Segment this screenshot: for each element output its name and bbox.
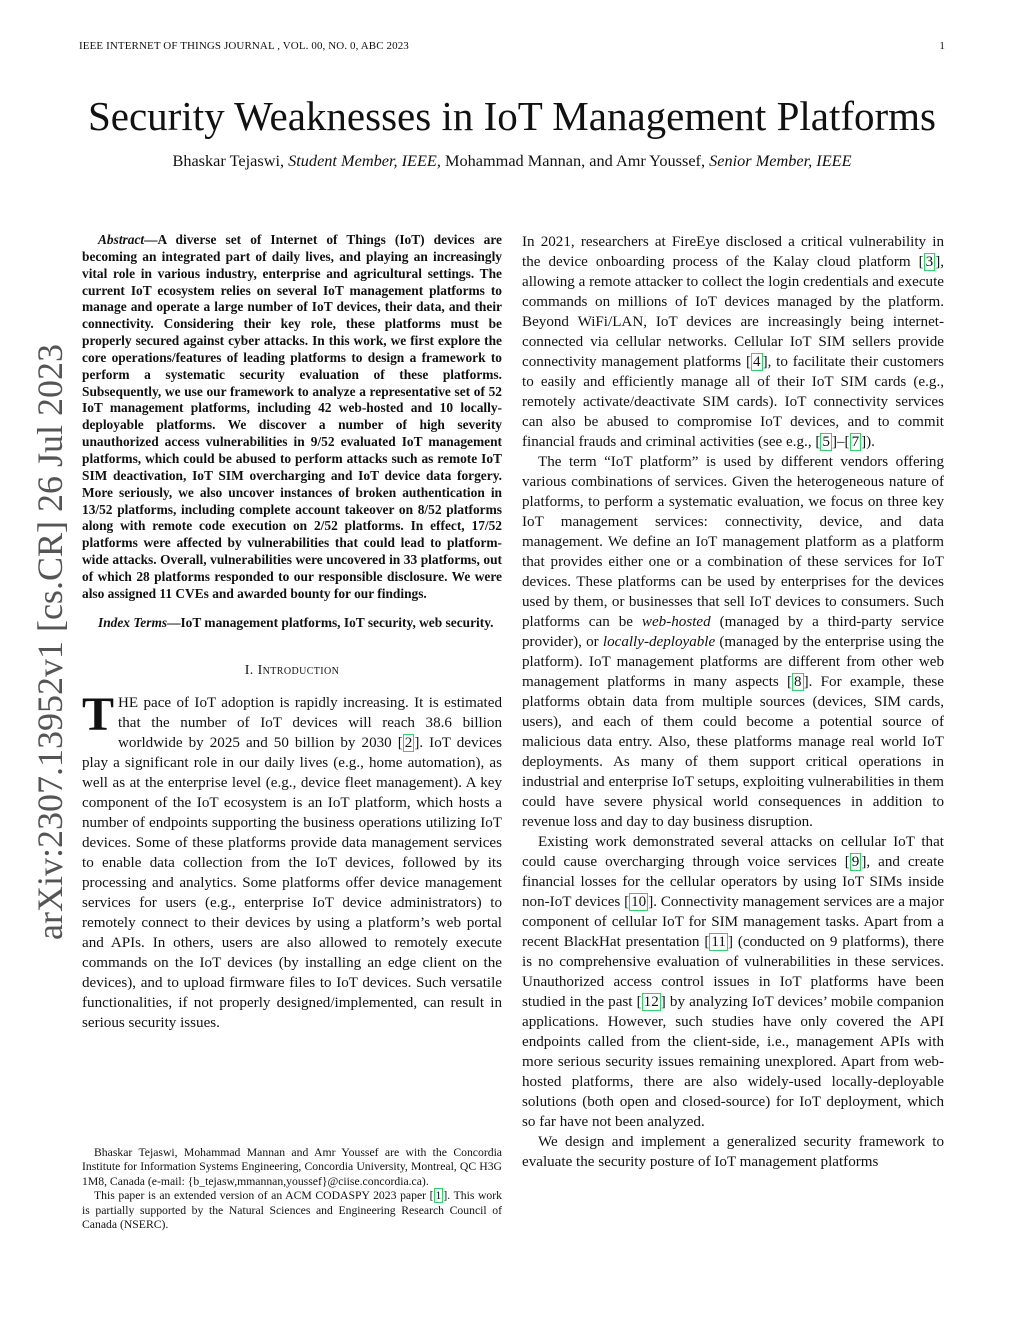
citation-link[interactable]: 8	[794, 674, 802, 690]
rp3-e: ] by analyzing IoT devices’ mobile companion applications. However, such studies have only covered the API endpoints called from the client-side, i.e., management APIs with more serious security issues remaining unexplored. Apart from web-hosted platforms, there are also widely-used locally-deployable solutions (both open and closed-source) for IoT deployment, which so far have not been analyzed.	[522, 994, 945, 1130]
rp3-a: Existing work demonstrated several attacks on cellular IoT that could cause overcharging through voice services [	[522, 834, 944, 870]
drop-cap: T	[82, 688, 115, 742]
intro-paragraph-1	[82, 688, 502, 1033]
abstract-text: —A diverse set of Internet of Things (IoT) devices are becoming an integrated part of daily lives, and playing an increasingly vital role in various industry, enterprise and agricultural settings. The current IoT ecosystem relies on several IoT management platforms to manage and operate a large number of IoT devices, their data, and their connectivity. Considering their key role, these platforms must be properly secured against cyber attacks. In this work, we first explore the core operations/features of leading platforms to design a framework to perform a systematic security evaluation of these platforms. Subsequently, we use our framework to analyze a representative set of 52 IoT management platforms, including 42 web-hosted and 10 locally-deployable platforms. We discover a number of high severity unauthorized access vulnerabilities in 9/52 evaluated IoT management platforms, which could be abused to perform attacks such as remote IoT SIM deactivation, IoT SIM overcharging and IoT device data forgery. More seriously, we also uncover instances of broken authentication in 13/52 platforms, including complete account takeover on 8/52 platforms along with remote code execution on 2/52 platforms. In effect, 17/52 platforms were affected by vulnerabilities that could lead to platform-wide attacks. Overall, vulnerabilities were uncovered in 33 platforms, out of which 28 platforms responded to our responsible disclosure. We were also assigned 11 CVEs and awarded bounty for our findings.	[82, 232, 502, 601]
rp3-b: ], and create financial losses for the cellular operators by using IoT SIMs inside non-IoT devices [	[522, 854, 944, 910]
rp3-c: ]. Connectivity management services are a major component of cellular IoT for SIM management tasks. Apart from a recent BlackHat presentation [	[522, 894, 944, 950]
right-paragraph-4: We design and implement a generalized security framework to evaluate the security posture of IoT management platforms	[522, 1134, 944, 1170]
citation-link[interactable]: 11	[711, 934, 726, 950]
footnote-funding	[82, 1189, 502, 1232]
citation-link[interactable]: 3	[925, 254, 934, 270]
citation-link[interactable]: 2	[404, 735, 413, 752]
fn2-a: This paper is an extended version of an ACM CODASPY 2023 paper [	[94, 1189, 434, 1203]
rp1-a: In 2021, researchers at FireEye disclosed a critical vulnerability in the device onboarding process of the Kalay cloud platform [	[522, 234, 944, 270]
citation-link[interactable]: 9	[851, 854, 860, 870]
rp2-b: (managed by a third-party service provider), or	[522, 614, 945, 650]
right-paragraph-2	[522, 452, 944, 832]
author-2-3: Mohammad Mannan, and Amr Youssef,	[440, 151, 710, 170]
right-paragraph-3	[522, 832, 944, 1132]
intro-text-a: HE pace of IoT adoption is rapidly increasing. It is estimated that the number of IoT devices will reach 38.6 billion worldwide by 2025 and 50 billion by 2030 [	[118, 695, 502, 752]
citation-link[interactable]: 12	[643, 994, 659, 1010]
rp1-c: ], to facilitate their customers to easily and efficiently manage all of their IoT SIM cards (e.g., remotely activate/deactivate SIM cards). IoT connectivity services can also be abused to compromise IoT devices, and to commit financial frauds and criminal activities (see e.g., [	[522, 354, 944, 450]
index-terms-lead: Index Terms	[98, 614, 168, 630]
author-line	[0, 150, 1024, 172]
rp2-a: The term “IoT platform” is used by different vendors offering various combinations of services. Given the heterogeneous nature of platforms, to perform a systematic evaluation, we focus on three key IoT management services: connectivity, device, and data management. We define an IoT management platform as a platform that provides either one or a combination of these services for IoT devices. These platforms can be used by enterprises for the devices used by them, or businesses that sell IoT devices to consumers. Such platforms can be	[522, 454, 944, 630]
rp1-e: ]).	[861, 434, 875, 450]
footnote-affiliation: Bhaskar Tejaswi, Mohammad Mannan and Amr Youssef are with the Concordia Institute for Information Systems Engineering, Concordia University, Montreal, QC H3G 1M8, Canada (e-mail: {b_tejasw,mmannan,youssef}@ciise.concordia.ca).	[82, 1146, 502, 1188]
fn2-b: ]. This work is partially supported by the Natural Sciences and Engineering Research Council of Canada (NSERC).	[82, 1189, 502, 1232]
rp2-em-web-hosted: web-hosted	[641, 614, 711, 630]
abstract-lead: Abstract	[98, 232, 145, 247]
abstract	[82, 232, 502, 603]
rp2-d: ]. For example, these platforms obtain data from multiple sources (devices, SIM cards, users), and each of them could become a potential source of malicious data entry. Also, these platforms manage real world IoT deployments. As many of them support critical operations in industrial and enterprise IoT setups, exploiting vulnerabilities in them could have severe physical world consequences in addition to revenue loss and day to day business disruption.	[522, 674, 944, 830]
citation-link[interactable]: 4	[753, 354, 761, 370]
intro-text-b: ]. IoT devices play a significant role in our daily lives (e.g., home automation), as well as at the enterprise level (e.g., device fleet management). A key component of the IoT ecosystem is an IoT platform, which hosts a number of endpoints supporting the business operations utilizing IoT devices. Some of these platforms provide data management services to enable data collection from the IoT devices, followed by its processing and analytics. Some platforms offer device management services for users (e.g., enterprise IoT device administrators) to remotely connect to their devices by using a platform’s web portal and APIs. In others, users are also allowed to remotely execute commands on the IoT devices (by installing an edge client on the devices), and to upload firmware files to IoT devices. Such versatile functionalities, if not properly designed/implemented, can result in serious security issues.	[82, 735, 502, 1032]
citation-link[interactable]: 7	[851, 434, 860, 450]
right-column	[522, 232, 944, 1172]
journal-name: IEEE INTERNET OF THINGS JOURNAL , VOL. 00, NO. 0, ABC 2023	[79, 40, 409, 52]
rp1-d: ]–[	[831, 434, 850, 450]
author-1: Bhaskar Tejaswi,	[172, 151, 289, 170]
section-heading-introduction: I. Introduction	[244, 663, 340, 679]
footnotes	[82, 1146, 502, 1232]
citation-link[interactable]: 1	[435, 1189, 442, 1203]
author-1-role: Student Member, IEEE,	[288, 151, 441, 170]
rp2-em-locally-deployable: locally-deployable	[602, 634, 716, 650]
index-terms-text: —IoT management platforms, IoT security, web security.	[167, 614, 494, 630]
right-paragraph-1	[522, 232, 944, 452]
rp3-d: ] (conducted on 9 platforms), there is no comprehensive evaluation of vulnerabilities in these services. Unauthorized access control issues in IoT platforms have been studied in the past [	[522, 934, 945, 1010]
left-column	[82, 232, 502, 1033]
page-number: 1	[939, 40, 945, 52]
rp1-b: ], allowing a remote attacker to collect the login credentials and execute commands on millions of IoT devices managed by the platform. Beyond WiFi/LAN, IoT devices are increasingly being internet-connected via cellular networks. Cellular IoT SIM sellers provide connectivity management platforms [	[522, 254, 944, 370]
index-terms	[82, 615, 502, 632]
rp2-c: (managed by the enterprise using the platform). IoT management platforms are different from other web management platforms in many aspects [	[522, 634, 944, 690]
citation-link[interactable]: 10	[631, 894, 647, 910]
author-3-role: Senior Member, IEEE	[709, 151, 852, 170]
citation-link[interactable]: 5	[822, 434, 830, 450]
arxiv-stamp: arXiv:2307.13952v1 [cs.CR] 26 Jul 2023	[30, 344, 70, 940]
running-header	[79, 40, 945, 52]
paper-title: Security Weaknesses in IoT Management Platforms	[87, 93, 937, 139]
